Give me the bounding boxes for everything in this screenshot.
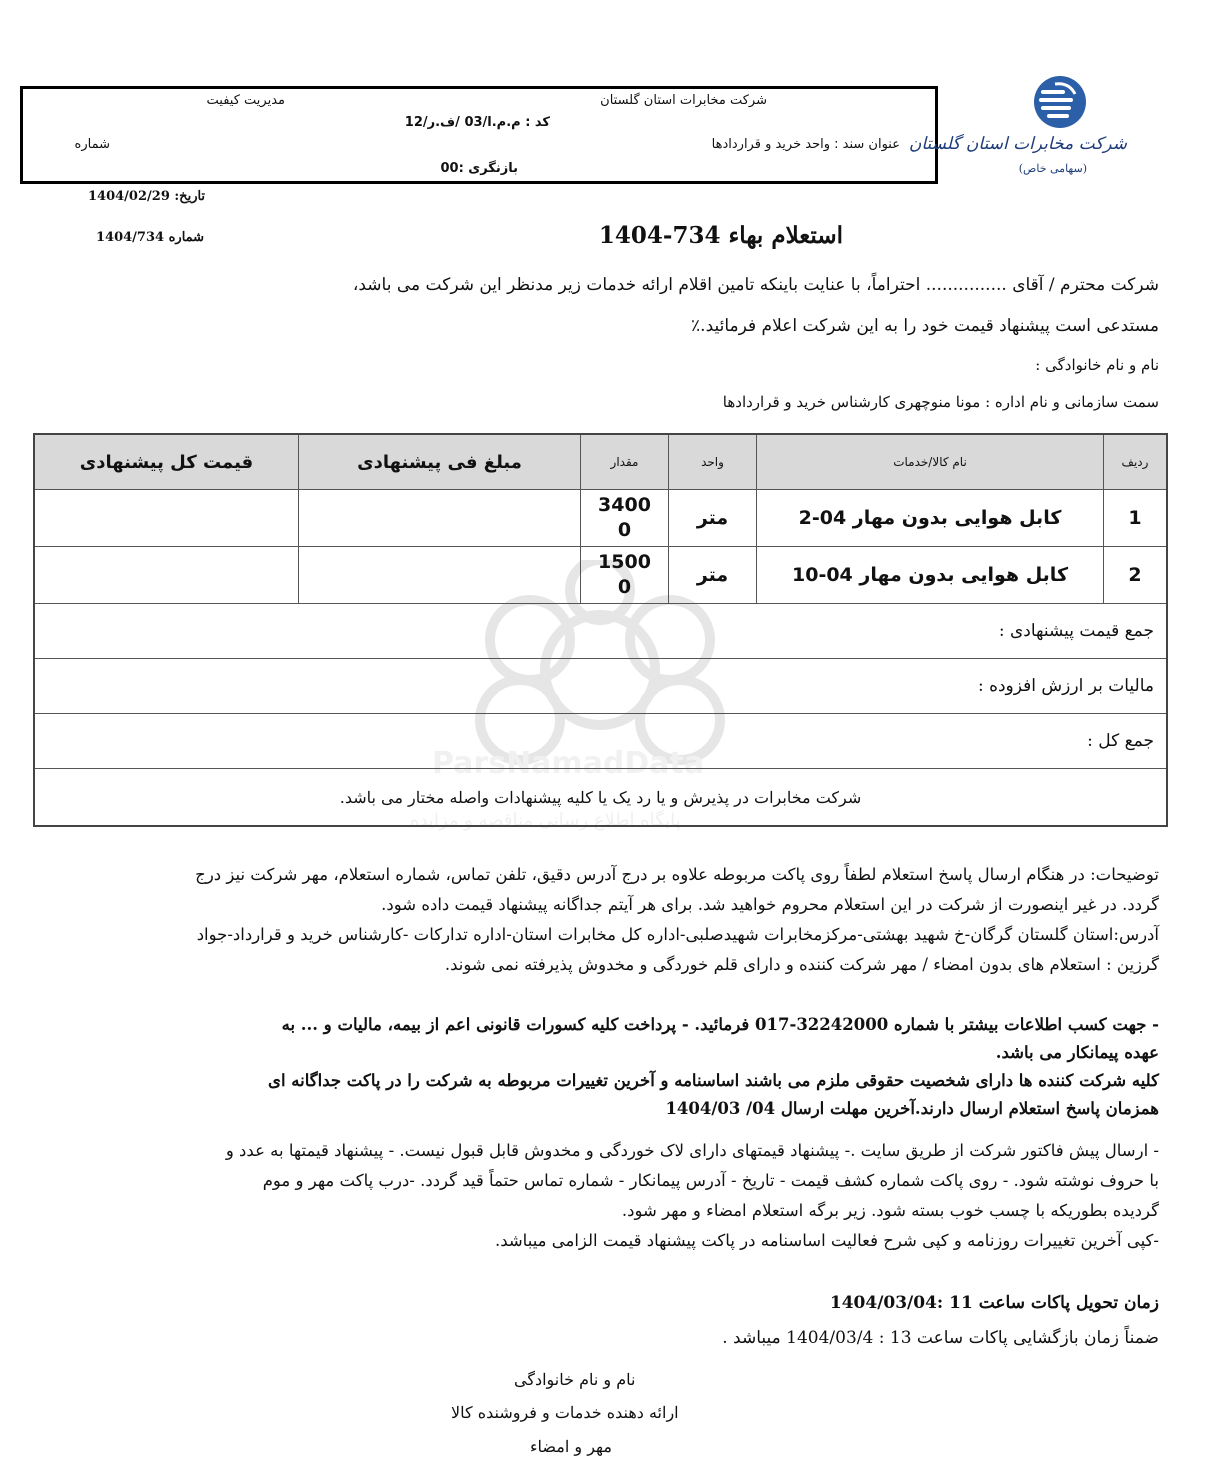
opening-time bbox=[722, 1323, 1159, 1353]
sum-label: جمع قیمت پیشنهادی : bbox=[34, 604, 1167, 659]
grand-total-label: جمع کل : bbox=[34, 714, 1167, 769]
company-logo bbox=[908, 70, 1135, 190]
watermark-line: پایگاه اطلاع رسانی مناقصه و مزایده bbox=[410, 810, 681, 831]
table-header-row bbox=[34, 434, 1167, 490]
revision-label: بازنگری :00 bbox=[440, 161, 518, 176]
intro-line-1: شرکت محترم / آقای ............... احتراماً، با عنایت باینکه تامین اقلام ارائه خدمات زیر مدنظر این شرکت می باشد، bbox=[352, 275, 1159, 295]
intro-line-2: مستدعی است پیشنهاد قیمت خود را به این شرکت اعلام فرمائید.٪ bbox=[691, 316, 1159, 336]
item-unit: متر bbox=[669, 490, 757, 547]
header-quantity: مقدار bbox=[581, 434, 669, 490]
note-line: گرزین : استعلام های بدون امضاء / مهر شرکت کننده و دارای قلم خوردگی و مخدوش پذیرفته نمی شوند. bbox=[444, 955, 1159, 974]
logo-subtext: (سهامی خاص) bbox=[1018, 162, 1087, 175]
delivery-text: زمان تحویل پاکات ساعت 11 :1404/03/04 bbox=[829, 1293, 1159, 1313]
org-line: سمت سازمانی و نام اداره : مونا منوچهری کارشناس خرید و قراردادها bbox=[722, 393, 1159, 411]
header-unit-price: مبلغ فی پیشنهادی bbox=[299, 434, 581, 490]
note-line: با حروف نوشته شود. - روی پاکت شماره کشف قیمت - تاریخ - آدرس پیمانکار - شماره تماس حتماً قید گردد. -درب پاکت مهر و موم bbox=[262, 1171, 1159, 1190]
note-line: توضیحات: در هنگام ارسال پاسخ استعلام لطفاً روی پاکت مربوطه علاوه بر درج آدرس دقیق، تلفن تماس، شماره استعلام، مهر شرکت نیز درج bbox=[195, 865, 1159, 884]
header-unit: واحد bbox=[669, 434, 757, 490]
notes-block-2 bbox=[29, 1136, 1159, 1256]
quantity-part-1: 3400 bbox=[598, 494, 651, 516]
sum-row bbox=[34, 604, 1167, 659]
table-note: شرکت مخابرات در پذیرش و یا رد یک یا کلیه پیشنهادات واصله مختار می باشد. bbox=[34, 769, 1167, 827]
vat-row bbox=[34, 659, 1167, 714]
total-price-cell[interactable] bbox=[34, 547, 299, 604]
items-table bbox=[33, 433, 1168, 827]
document-header-box bbox=[20, 86, 938, 184]
document-code: کد : م.م.ا/03 /ف.ر/12 bbox=[404, 115, 550, 130]
bold-note-line: همزمان پاسخ استعلام ارسال دارند.آخرین مهلت ارسال 04/ 1404/03 bbox=[665, 1099, 1159, 1118]
note-line: گردد. در غیر اینصورت از شرکت در این استعلام محروم خواهید شد. برای هر آیتم جداگانه پیشنهاد قیمت داده شود. bbox=[381, 895, 1159, 914]
row-number: 1 bbox=[1104, 490, 1168, 547]
logo-text: شرکت مخابرات استان گلستان bbox=[908, 134, 1127, 154]
item-name: کابل هوایی بدون مهار 04-2 bbox=[757, 490, 1104, 547]
inquiry-number: شماره 1404/734 bbox=[96, 230, 205, 245]
total-row bbox=[34, 714, 1167, 769]
total-price-cell[interactable] bbox=[34, 490, 299, 547]
note-line: گردیده بطوریکه با چسب خوب بسته شود. زیر برگه استعلام امضاء و مهر شود. bbox=[621, 1201, 1159, 1220]
quality-label: مدیریت کیفیت bbox=[206, 93, 285, 108]
notes-block bbox=[29, 860, 1159, 980]
bold-note-line: عهده پیمانکار می باشد. bbox=[995, 1043, 1159, 1062]
number-label: شماره bbox=[74, 137, 110, 152]
header-item-name: نام کالا/خدمات bbox=[757, 434, 1104, 490]
item-quantity bbox=[581, 547, 669, 604]
item-unit: متر bbox=[669, 547, 757, 604]
item-name: کابل هوایی بدون مهار 04-10 bbox=[757, 547, 1104, 604]
item-quantity bbox=[581, 490, 669, 547]
signature-stamp-label: مهر و امضاء bbox=[530, 1437, 612, 1456]
company-name: شرکت مخابرات استان گلستان bbox=[600, 93, 767, 108]
signature-role-label: ارائه دهنده خدمات و فروشنده کالا bbox=[451, 1403, 679, 1422]
quantity-part-1: 1500 bbox=[598, 551, 651, 573]
note-line: - ارسال پیش فاکتور شرکت از طریق سایت .- پیشنهاد قیمتهای دارای لاک خوردگی و مخدوش قابل قبول نیست. - پیشنهاد قیمتها به عدد و bbox=[225, 1141, 1159, 1160]
document-title-label: عنوان سند : واحد خرید و قراردادها bbox=[711, 137, 900, 152]
unit-price-cell[interactable] bbox=[299, 547, 581, 604]
vat-label: مالیات بر ارزش افزوده : bbox=[34, 659, 1167, 714]
page-title-text: استعلام بهاء 734-1404 bbox=[598, 222, 843, 249]
delivery-time bbox=[830, 1288, 1159, 1318]
watermark-brand: ParsNamadData bbox=[432, 746, 705, 781]
note-line: -کپی آخرین تغییرات روزنامه و کپی شرح فعالیت اساسنامه در پاکت پیشنهاد قیمت الزامی میباشد. bbox=[494, 1231, 1159, 1250]
bold-note-line: کلیه شرکت کننده ها دارای شخصیت حقوقی ملزم می باشند اساسنامه و آخرین تغییرات مربوطه به شرکت را در پاکت جداگانه ای bbox=[268, 1071, 1159, 1090]
header-total-price: قیمت کل پیشنهادی bbox=[34, 434, 299, 490]
quantity-part-2: 0 bbox=[617, 576, 632, 598]
bold-note-line: - جهت کسب اطلاعات بیشتر با شماره 32242000-017 فرمائید. - پرداخت کلیه کسورات قانونی اعم از بیمه، مالیات و ... به bbox=[281, 1015, 1159, 1034]
note-row bbox=[34, 769, 1167, 827]
row-number: 2 bbox=[1104, 547, 1168, 604]
signature-name-label: نام و نام خانوادگی bbox=[514, 1370, 636, 1389]
table-row bbox=[34, 547, 1167, 604]
page-title bbox=[599, 222, 843, 249]
unit-price-cell[interactable] bbox=[299, 490, 581, 547]
date-label: تاریخ: 1404/02/29 bbox=[88, 189, 206, 204]
note-line: آدرس:استان گلستان گرگان-خ شهید بهشتی-مرکزمخابرات شهیدصلبی-اداره کل مخابرات استان-اداره تدارکات -کارشناس خرید و قرارداد-جواد bbox=[196, 925, 1159, 944]
table-row bbox=[34, 490, 1167, 547]
quantity-part-2: 0 bbox=[617, 519, 632, 541]
name-label: نام و نام خانوادگی : bbox=[1035, 356, 1159, 374]
bold-notes-block bbox=[29, 1011, 1159, 1123]
opening-text: ضمناً زمان بازگشایی پاکات ساعت 13 : 1404/03/4 میباشد . bbox=[722, 1328, 1159, 1348]
header-row-number: ردیف bbox=[1104, 434, 1168, 490]
